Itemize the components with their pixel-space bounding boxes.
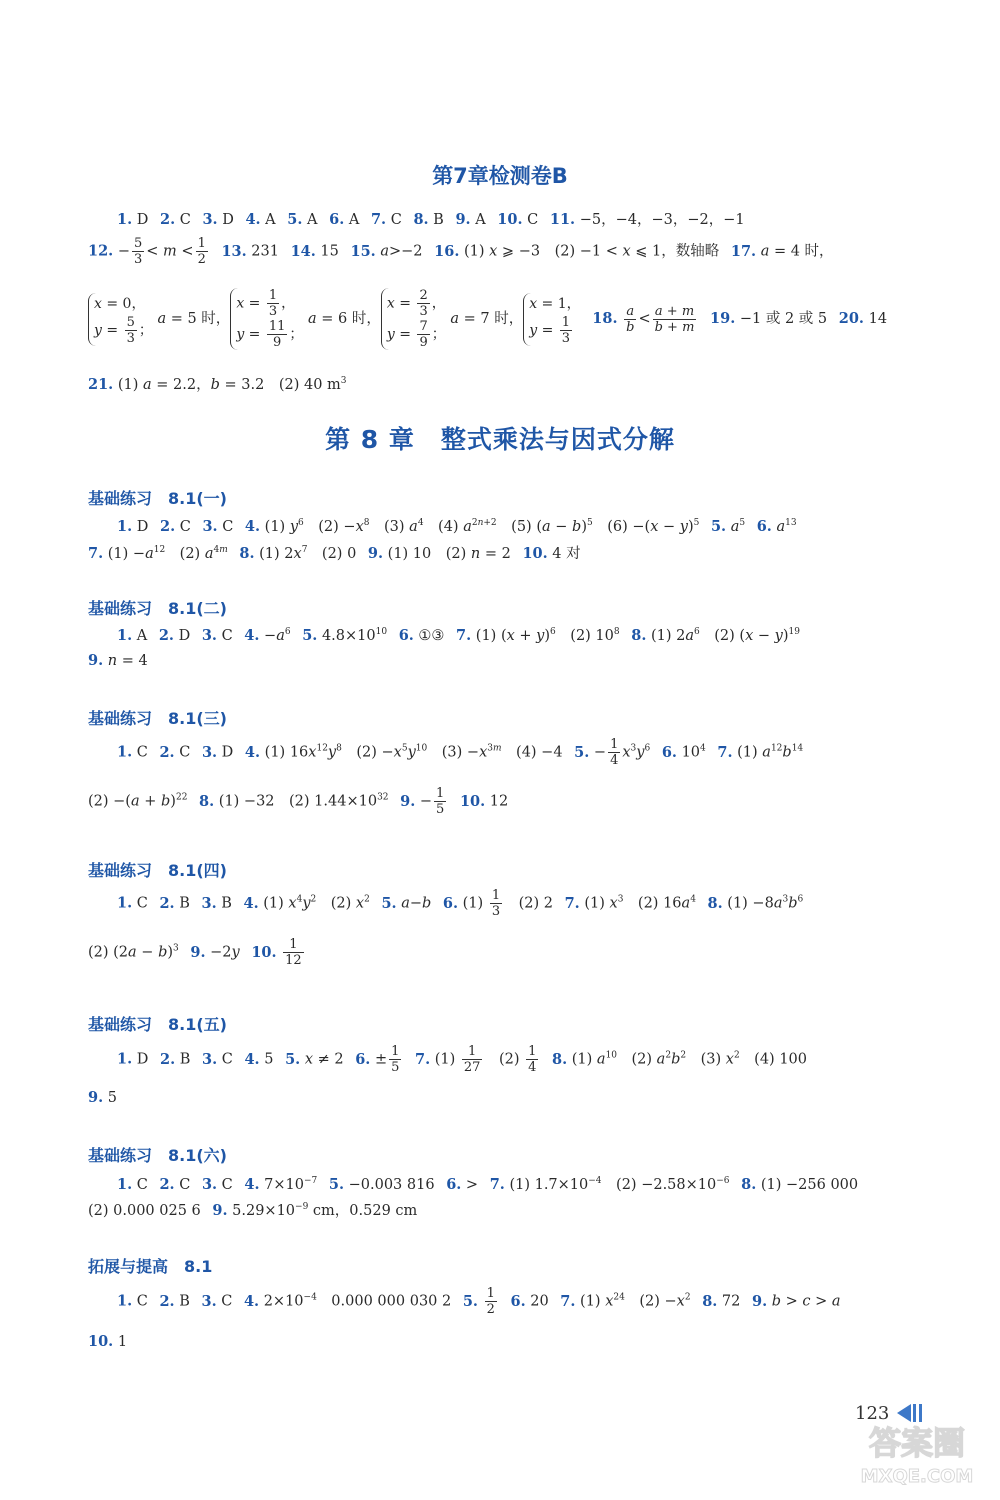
answer-line: 7. $(1) -a^{12}$ (2) $a^{4m}$ 8. (1) $2x^7$ (2) 0 9. (1) 10 (2) n = 2 10. 4 对 bbox=[88, 545, 581, 562]
answer-line: 1. D 2. C 3. D 4. A 5. A 6. A 7. C 8. B 9. A 10. C 11. −5，−4，−3，−2，−1 bbox=[117, 211, 745, 228]
section-heading: 拓展与提高 8.1 bbox=[88, 1257, 213, 1276]
answer-line: x = 0， y = $\frac{5}{3}$ ； a = 5 时， x = $\frac{1}{3}$ ， y = $\frac{11}{9}$ ； a = 6 时， x = $\frac{2}{3}$ ， y = $\frac{7}{9}$ ； a = 7 时， x = 1， y = $\frac{1}{3}$ 18. $\frac{a}{b}$ < $\frac{a + m}{b + m}$ 19. −1 或 2 或 5 20. 14 bbox=[88, 288, 887, 350]
chapter-title: 第 8 章 整式乘法与因式分解 bbox=[325, 425, 675, 454]
test-title: 第7章检测卷B bbox=[432, 164, 568, 188]
answer-line: 1. A 2. D 3. C 4. $-a^6$ 5. $4.8\times 10^{10}$ 6. ①③ 7. (1) $(x + y)^6$ (2) $10^8$ 8. (1) $2a^6$ (2) $(x - y)^{19}$ bbox=[117, 627, 800, 644]
answer-line: 1. D 2. C 3. C 4. (1) $y^6$ $(2) -x^8$ (3) $a^4$ (4) $a^{2n+2}$ (5) $(a - b)^5$ $(6) -(x - y)^5$ 5. $a^5$ 6. $a^{13}$ bbox=[117, 518, 797, 535]
watermark-logo bbox=[842, 1418, 992, 1488]
answer-line: 1. C 2. C 3. C 4. $7\times 10^{-7}$ 5. −0.003 816 6. > 7. (1) $1.7\times 10^{-4}$ $(2) -2.58\times 10^{-6}$ 8. (1) −256 000 bbox=[117, 1176, 859, 1193]
section-heading: 基础练习 8.1(六) bbox=[88, 1146, 227, 1165]
answer-line: 10. 1 bbox=[88, 1333, 128, 1350]
section-heading: 基础练习 8.1(四) bbox=[88, 861, 227, 880]
answer-line: 9. 5 bbox=[88, 1089, 117, 1106]
answer-line: 1. C 2. B 3. B 4. (1) $x^4y^2$ (2) $x^2$ 5. a−b 6. (1) $\frac{1}{3}$ (2) 2 7. (1) $x^3$ (2) $16a^4$ 8. $(1) -8a^3b^6$ bbox=[117, 888, 804, 919]
answer-line: 21. (1) a = 2.2，b = 3.2 (2) 40 $m^3$ bbox=[88, 376, 347, 393]
answer-line: (2) $(2a - b)^3$ 9. −2y 10. $\frac{1}{12}$ bbox=[88, 937, 302, 968]
section-heading: 基础练习 8.1(一) bbox=[88, 489, 227, 508]
answer-line: 1. C 2. C 3. D 4. (1) $16x^{12}y^8$ $(2) -x^5y^{10}$ $(3) -x^{3m}$ (4) −4 5. − $\frac{1}{4}$ $x^3y^6$ 6. $10^4$ 7. (1) $a^{12}b^{14}$ bbox=[117, 737, 804, 768]
answer-line: $(2) -(a + b)^{22}$ 8. (1) −32 (2) $1.44\times 10^{32}$ 9. − $\frac{1}{5}$ 10. 12 bbox=[88, 786, 509, 817]
section-heading: 基础练习 8.1(五) bbox=[88, 1015, 227, 1034]
answer-line: 12. − $\frac{5}{3}$ < m < $\frac{1}{2}$ 13. 231 14. 15 15. a>−2 16. (1) x ⩾ −3 (2) −1 < x ⩽ 1，数轴略 17. a = 4 时， bbox=[88, 236, 834, 267]
answer-line: 1. C 2. B 3. C 4. $2\times 10^{-4}$ 0.000 000 030 2 5. $\frac{1}{2}$ 6. 20 7. (1) $x^{24}$ $(2) -x^2$ 8. 72 9. b > c > a bbox=[117, 1286, 841, 1317]
watermark-text: 答案圈 bbox=[868, 1424, 966, 1462]
page-number: 123 bbox=[855, 1403, 890, 1424]
section-heading: 基础练习 8.1(二) bbox=[88, 599, 227, 618]
section-heading: 基础练习 8.1(三) bbox=[88, 709, 227, 728]
answer-line: (2) 0.000 025 6 9. $5.29\times 10^{-9}$ cm，0.529 cm bbox=[88, 1202, 418, 1219]
answer-line: 9. n = 4 bbox=[88, 652, 148, 669]
answer-line: 1. D 2. B 3. C 4. 5 5. x ≠ 2 6. ± $\frac{1}{5}$ 7. (1) $\frac{1}{27}$ (2) $\frac{1}{4}$ 8. (1) $a^{10}$ (2) $a^2b^2$ (3) $x^2$ (4) 100 bbox=[117, 1044, 807, 1075]
watermark-url: MXQE.COM bbox=[860, 1466, 974, 1487]
